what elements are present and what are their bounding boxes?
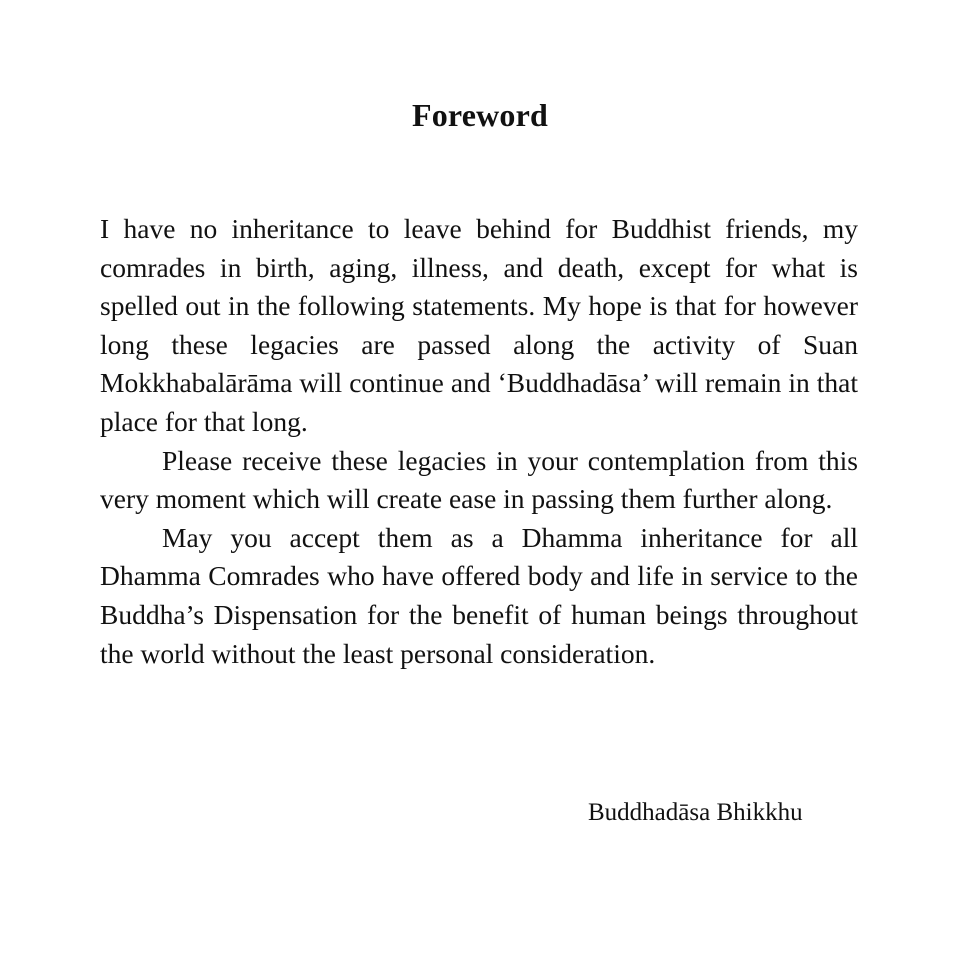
page-title: Foreword — [411, 97, 549, 133]
paragraph-2: Please receive these legacies in your contemplation from this very moment which will create ease in passing them further along. — [100, 444, 858, 515]
paragraph-3: May you accept them as a Dhamma inheritance for all Dhamma Comrades who have offered body and life in service to the Buddha’s Dispensation for the benefit of human beings throughout the world without the least personal consideration. — [100, 521, 858, 669]
foreword-body — [100, 210, 858, 673]
author-signature: Buddhadāsa Bhikkhu — [588, 799, 803, 826]
paragraph-1: I have no inheritance to leave behind for Buddhist friends, my comrades in birth, aging, illness, and death, except for what is spelled out in the following statements. My hope is that for however long these legacies are passed along the activity of Suan Mokkhabalārāma will continue and ‘Buddhadāsa’ will remain in that place for that long. — [100, 213, 858, 437]
